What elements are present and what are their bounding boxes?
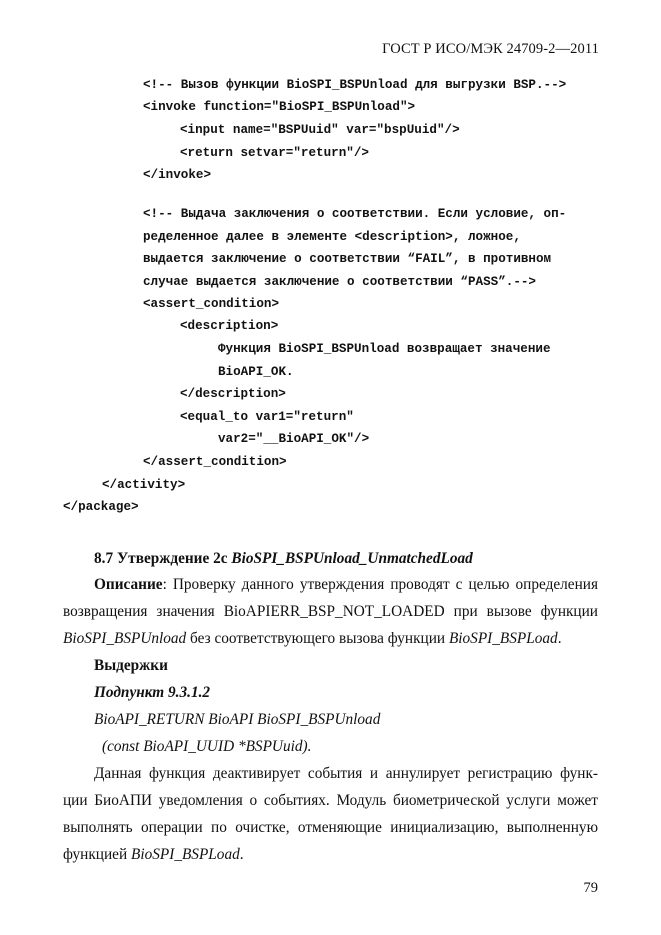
code-line: <return setvar="return"/> — [180, 146, 369, 160]
code-line: </activity> — [102, 478, 186, 492]
function-signature-params: (const BioAPI_UUID *BSPUuid). — [102, 738, 312, 755]
code-line: </description> — [180, 387, 286, 401]
code-line: выдается заключение о соответствии “FAIL”, в противном — [143, 252, 552, 266]
description-line: Описание: Проверку данного утверждения проводят с целью определения — [94, 576, 598, 593]
page-header-standard: ГОСТ Р ИСО/МЭК 24709-2—2011 — [382, 41, 599, 57]
description-line: BioSPI_BSPUnload без соответствующего вызова функции BioSPI_BSPLoad. — [63, 630, 562, 647]
code-line: <equal_to var1="return" — [180, 410, 354, 424]
description-label: Описание — [94, 576, 163, 593]
code-line: </package> — [63, 500, 139, 514]
section-title-identifier: BioSPI_BSPUnload_UnmatchedLoad — [231, 550, 473, 567]
subclause-heading: Подпункт 9.3.1.2 — [94, 684, 211, 701]
body-line: функцией BioSPI_BSPLoad. — [63, 846, 244, 863]
code-line: <!-- Вызов функции BioSPI_BSPUnload для выгрузки BSP.--> — [143, 78, 567, 92]
code-line: <!-- Выдача заключения о соответствии. Если условие, оп- — [143, 207, 567, 221]
section-heading — [94, 550, 473, 568]
page-number: 79 — [583, 880, 598, 896]
code-line: BioAPI_OK. — [218, 365, 294, 379]
code-line: <description> — [180, 319, 279, 333]
code-line: ределенное далее в элементе <description>, ложное, — [143, 230, 521, 244]
function-signature: BioAPI_RETURN BioAPI BioSPI_BSPUnload — [94, 711, 381, 728]
code-line: </invoke> — [143, 168, 212, 182]
code-line: var2="__BioAPI_OK"/> — [218, 432, 370, 446]
code-line: Функция BioSPI_BSPUnload возвращает значение — [218, 342, 551, 356]
code-line: <invoke function="BioSPI_BSPUnload"> — [143, 100, 416, 114]
code-line: <input name="BSPUuid" var="bspUuid"/> — [180, 123, 460, 137]
excerpts-heading: Выдержки — [94, 657, 168, 674]
code-line: </assert_condition> — [143, 455, 287, 469]
code-line: случае выдается заключение о соответствии “PASS”.--> — [143, 275, 536, 289]
body-line: Данная функция деактивирует события и аннулирует регистрацию функ- — [94, 765, 598, 782]
section-title: Утверждение 2с — [116, 550, 228, 567]
body-line: ции БиоАПИ уведомления о событиях. Модуль биометрической услуги может — [63, 792, 598, 809]
code-line: <assert_condition> — [143, 297, 280, 311]
description-line: возвращения значения BioAPIERR_BSP_NOT_LOADED при вызове функции — [63, 603, 598, 620]
section-number: 8.7 — [94, 550, 114, 567]
body-line: выполнять операции по очистке, отменяющие инициализацию, выполненную — [63, 819, 598, 836]
